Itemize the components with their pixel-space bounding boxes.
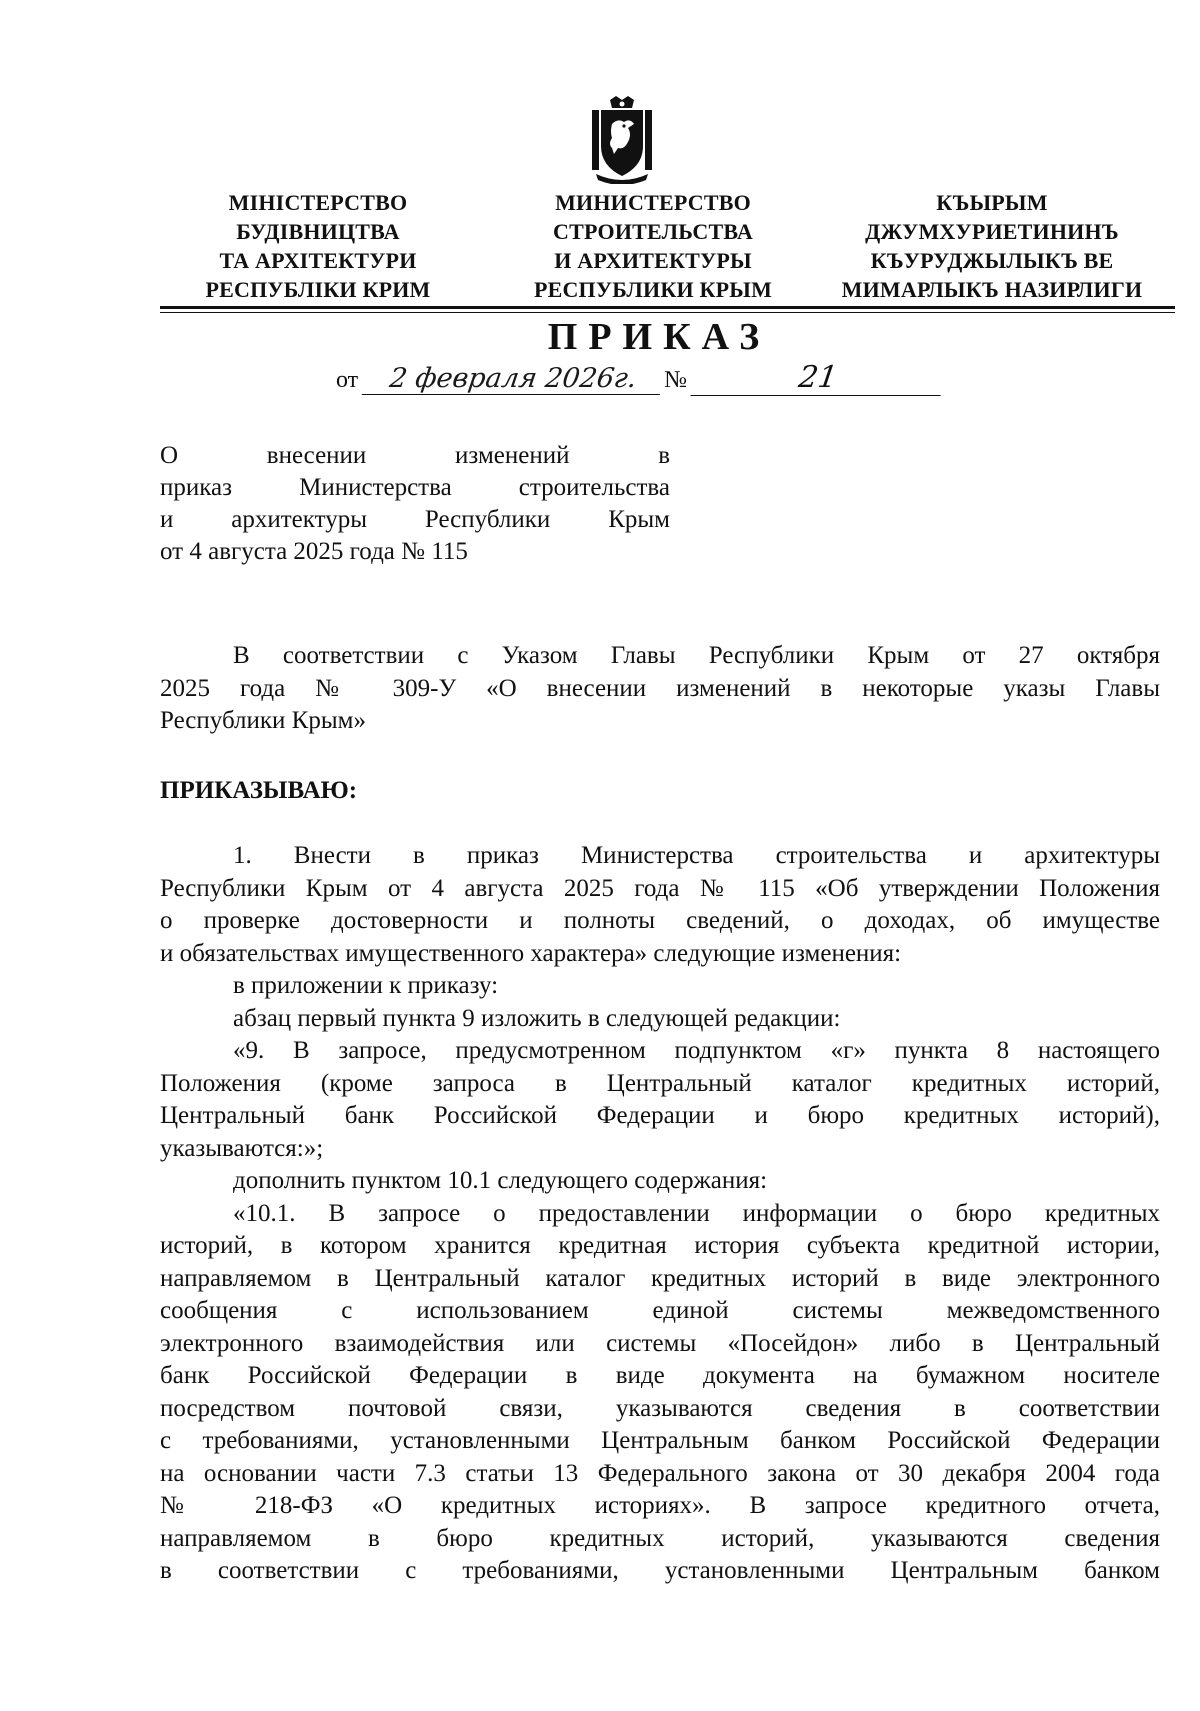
body-line: направляемом в Центральный каталог кредитных историй в виде электронного bbox=[160, 1264, 1160, 1292]
header-line: БУДІВНИЦТВА bbox=[236, 219, 400, 244]
handwritten-number: 21 bbox=[691, 360, 946, 396]
number-label: № bbox=[664, 367, 688, 393]
header-line: ДЖУМХУРИЕТИНИНЪ bbox=[865, 219, 1119, 244]
header-line: МИНИСТЕРСТВО bbox=[555, 190, 751, 215]
header-line: МИМАРЛЫКЪ НАЗИРЛИГИ bbox=[841, 277, 1143, 302]
basis-line: 2025 года № 309-У «О внесении изменений в некоторые указы Главы bbox=[160, 674, 1160, 702]
body-line: Республики Крым от 4 августа 2025 года № 115 «Об утверждении Положения bbox=[160, 874, 1160, 902]
header-line: КЪУРУДЖЫЛЫКЪ ВЕ bbox=[870, 248, 1114, 273]
body-line: № 218-ФЗ «О кредитных историях». В запросе кредитного отчета, bbox=[160, 1492, 1160, 1519]
legal-basis-paragraph bbox=[160, 640, 1160, 738]
body-line: историй, в котором хранится кредитная история субъекта кредитной истории, bbox=[160, 1232, 1160, 1259]
order-heading: ПРИКАЗЫВАЮ: bbox=[160, 777, 358, 804]
body-line: банк Российской Федерации в виде документа на бумажном носителе bbox=[160, 1362, 1160, 1389]
ministry-name-russian bbox=[473, 188, 833, 304]
subject-line: приказ Министерства строительства bbox=[160, 474, 670, 501]
header-line: ТА АРХІТЕКТУРИ bbox=[219, 248, 417, 273]
ministry-name-crimean-tatar bbox=[817, 188, 1167, 304]
document-type-title: ПРИКАЗ bbox=[547, 316, 771, 358]
handwritten-date: 2 февраля 2026г. bbox=[362, 363, 664, 395]
body-line: «9. В запросе, предусмотренном подпунктом «г» пункта 8 настоящего bbox=[233, 1037, 1160, 1064]
basis-line: Республики Крым» bbox=[160, 707, 366, 734]
body-line: на основании части 7.3 статьи 13 Федерального закона от 30 декабря 2004 года bbox=[160, 1459, 1160, 1487]
ministry-name-ukrainian bbox=[138, 188, 498, 304]
subject-line: от 4 августа 2025 года № 115 bbox=[160, 538, 468, 565]
body-line: электронного взаимодействия или системы «Посейдон» либо в Центральный bbox=[160, 1329, 1160, 1357]
body-line: дополнить пунктом 10.1 следующего содержания: bbox=[233, 1167, 768, 1194]
body-line: «10.1. В запросе о предоставлении информации о бюро кредитных bbox=[233, 1199, 1160, 1227]
basis-line: В соответствии с Указом Главы Республики Крым от 27 октября bbox=[233, 642, 1160, 669]
header-line: КЪЫРЫМ bbox=[936, 190, 1048, 215]
header-divider-thin bbox=[160, 312, 1175, 313]
header-divider-thick bbox=[160, 306, 1175, 309]
body-line: направляемом в бюро кредитных историй, указываются сведения bbox=[160, 1524, 1160, 1552]
body-line: в соответствии с требованиями, установленными Центральным банком bbox=[160, 1557, 1160, 1584]
crimea-coat-of-arms-icon bbox=[588, 94, 656, 184]
date-number-line bbox=[336, 360, 943, 396]
header-line: И АРХИТЕКТУРЫ bbox=[554, 248, 752, 273]
header-line: СТРОИТЕЛЬСТВА bbox=[553, 219, 753, 244]
body-line: Положения (кроме запроса в Центральный каталог кредитных историй, bbox=[160, 1069, 1160, 1097]
body-line: сообщения с использованием единой системы межведомственного bbox=[160, 1297, 1160, 1324]
order-body bbox=[160, 840, 1160, 1588]
subject-line: и архитектуры Республики Крым bbox=[160, 506, 670, 533]
order-subject bbox=[160, 440, 670, 568]
body-line: указываются:»; bbox=[160, 1134, 324, 1162]
body-line: с требованиями, установленными Центральным банком Российской Федерации bbox=[160, 1427, 1160, 1454]
header-line: РЕСПУБЛІКИ КРИМ bbox=[205, 277, 431, 302]
header-line: РЕСПУБЛИКИ КРЫМ bbox=[533, 277, 773, 302]
body-line: 1. Внести в приказ Министерства строительства и архитектуры bbox=[233, 842, 1160, 869]
date-prefix: от bbox=[336, 367, 359, 393]
body-line: посредством почтовой связи, указываются сведения в соответствии bbox=[160, 1394, 1160, 1422]
body-line: абзац первый пункта 9 изложить в следующей редакции: bbox=[233, 1004, 841, 1032]
body-line: в приложении к приказу: bbox=[233, 972, 499, 999]
body-line: о проверке достоверности и полноты сведений, о доходах, об имуществе bbox=[160, 907, 1160, 934]
subject-line: О внесении изменений в bbox=[160, 442, 670, 469]
header-line: МІНІСТЕРСТВО bbox=[228, 190, 408, 215]
body-line: и обязательствах имущественного характера» следующие изменения: bbox=[160, 939, 902, 967]
body-line: Центральный банк Российской Федерации и бюро кредитных историй), bbox=[160, 1102, 1160, 1129]
